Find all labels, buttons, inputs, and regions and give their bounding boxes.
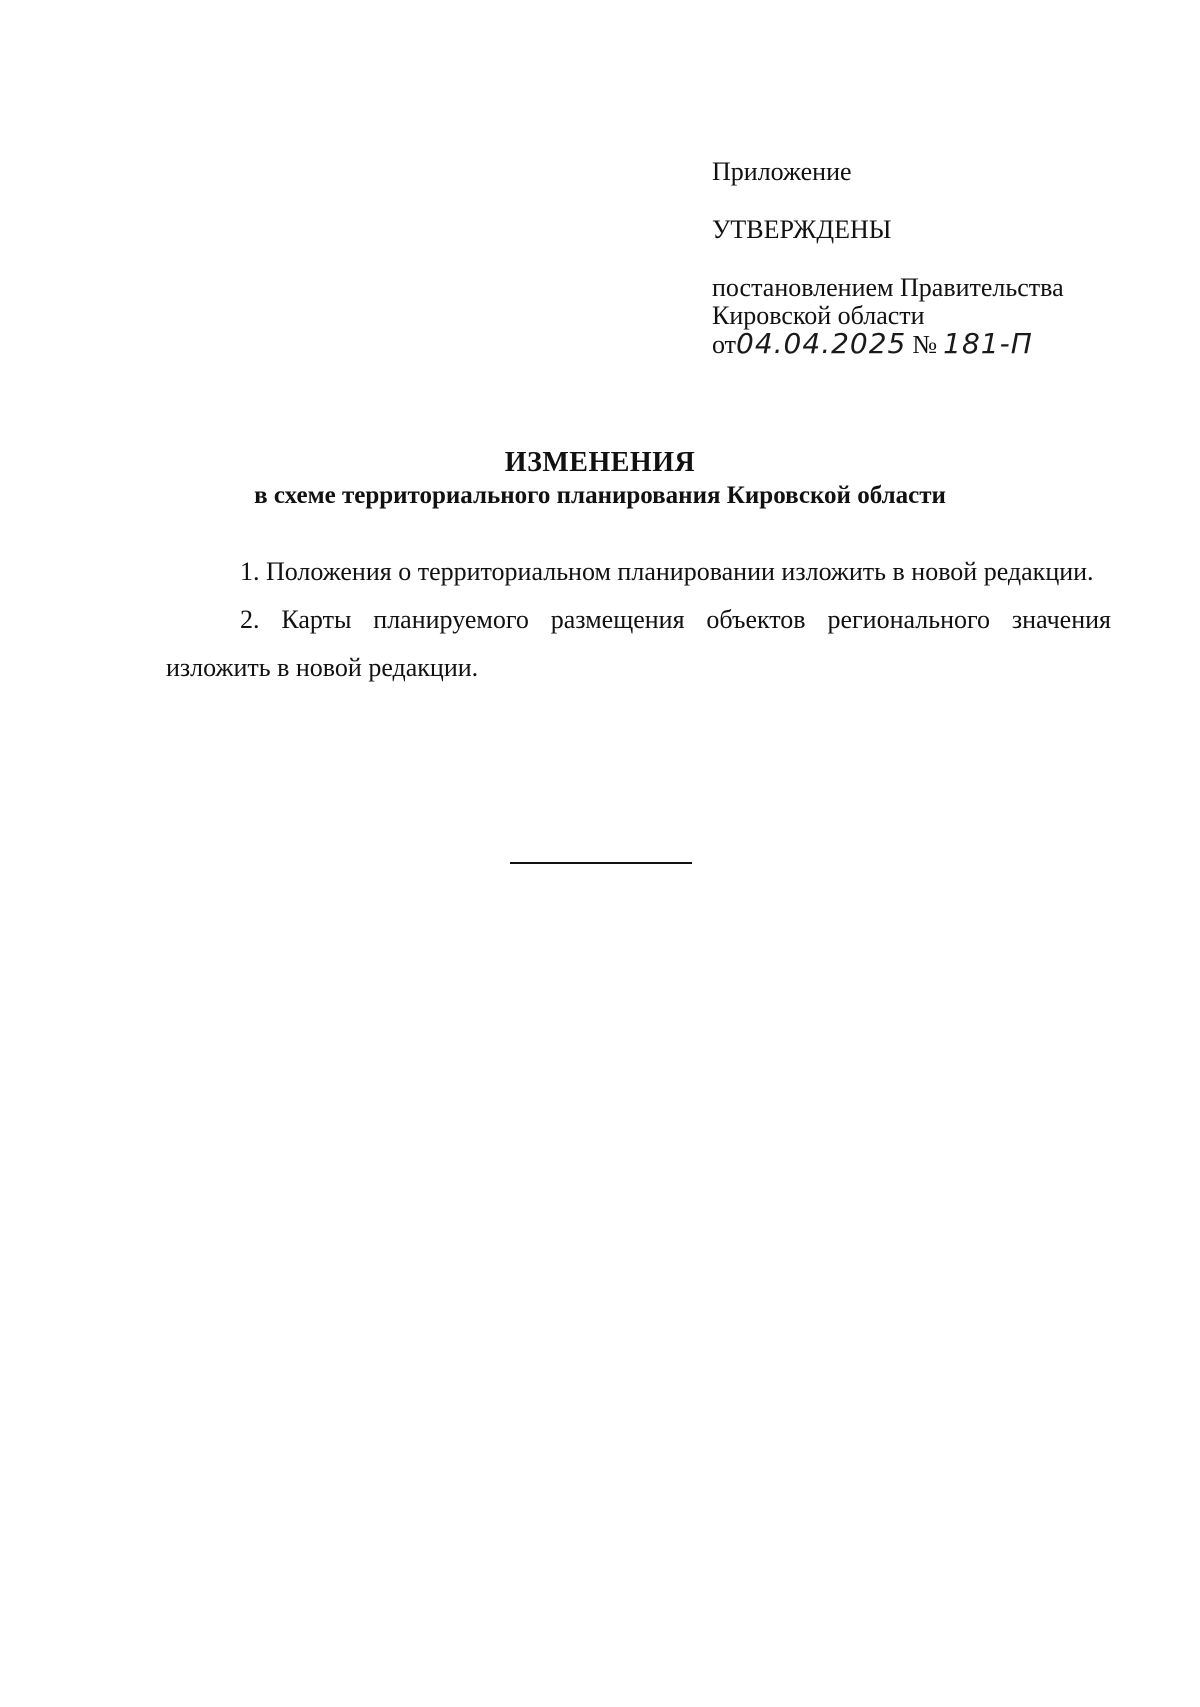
closing-divider — [510, 862, 692, 864]
approved-label: УТВЕРЖДЕНЫ — [712, 215, 892, 244]
list-item: 2. Карты планируемого размещения объектов регионального значения изложить в новой редакции. — [166, 605, 1111, 682]
decree-date-line — [712, 327, 1152, 360]
appendix-label: Приложение — [712, 157, 852, 186]
date-prefix: от — [712, 330, 737, 359]
decree-label: постановлением Правительства — [712, 273, 1064, 302]
document-heading — [0, 447, 1200, 513]
document-subtitle: в схеме территориального планирования Кировской области — [254, 482, 946, 509]
document-body — [166, 548, 1111, 692]
decree-date: 04.04.2025 — [736, 327, 907, 360]
number-sign: № — [912, 330, 938, 359]
decree-number: 181-П — [943, 327, 1033, 360]
approval-stamp — [712, 158, 1152, 359]
list-item: 1. Положения о территориальном планировании изложить в новой редакции. — [240, 557, 1094, 586]
region-label: Кировской области — [712, 301, 925, 330]
document-title: ИЗМЕНЕНИЯ — [504, 447, 696, 478]
